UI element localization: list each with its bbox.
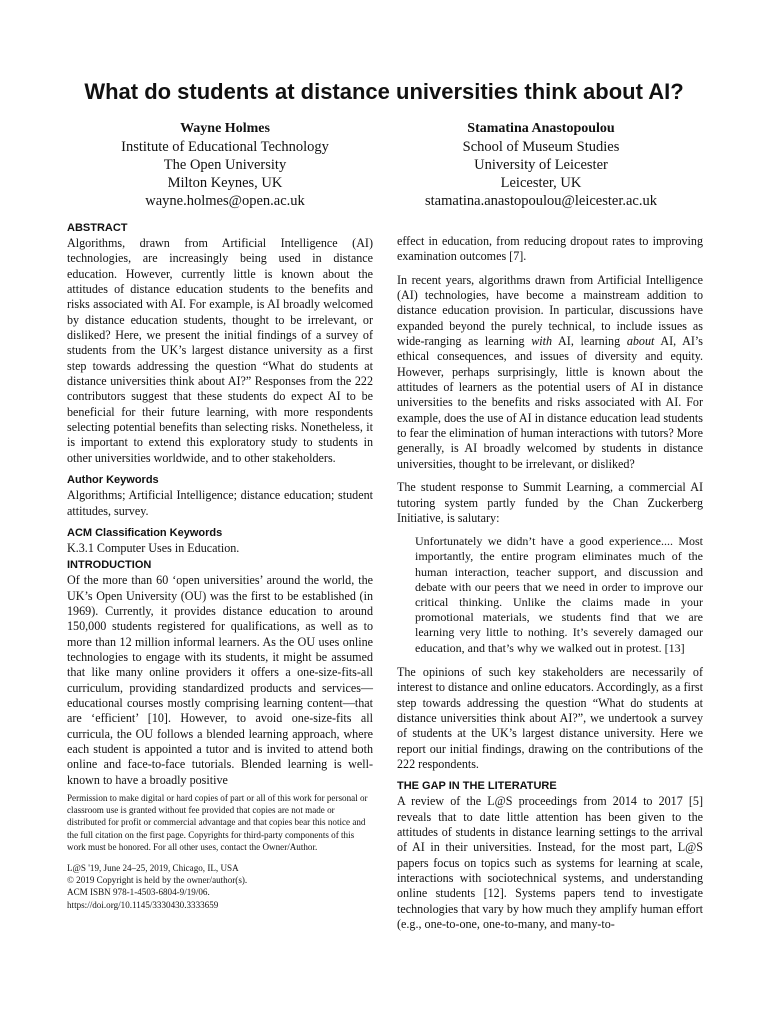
author-keywords-heading: Author Keywords: [67, 474, 159, 487]
opinions-paragraph: The opinions of such key stakeholders are necessarily of interest to distance and online educators. Accordingly, as a first step towards addressing the question “What do students at distance universities think about AI?”, we undertook a survey of students at the UK’s largest distance university. Here we report our initial findings, drawing on the contributions of the 222 respondents.: [397, 664, 703, 771]
author-block-2: [376, 120, 706, 210]
recent-years-text-3: AI, AI’s ethical consequences, and issues of diversity and equity. However, perhaps surprisingly, little is known about the attitudes of learners as the potential users of AI in distance universities to the benefits and risks associated with AI. For example, does the use of AI in distance education lead students to fear the elimination of human interactions with tutors? More generally, is AI broadly welcomed by students in distance universities, thought to be irrelevant, or disliked?: [397, 334, 703, 471]
abstract-heading: ABSTRACT: [67, 222, 128, 234]
left-column: [67, 222, 373, 796]
permission-block: [67, 792, 373, 911]
author-institution: University of Leicester: [474, 157, 608, 173]
author-block-1: [60, 120, 390, 210]
recent-years-paragraph: [397, 273, 703, 472]
doi-link[interactable]: https://doi.org/10.1145/3330430.3333659: [67, 899, 219, 910]
author-location: Milton Keynes, UK: [167, 175, 283, 191]
copyright-line: © 2019 Copyright is held by the owner/author(s).: [67, 875, 248, 886]
recent-years-text-1: In recent years, algorithms drawn from Artificial Intelligence (AI) technologies, have become a mainstream addition to distance education provision. In particular, discussions have expanded beyond the purely technical, to include issues as wide-ranging as learning: [397, 272, 703, 349]
author-affiliation: Institute of Educational Technology: [121, 139, 329, 155]
permission-text: Permission to make digital or hard copies of part or all of this work for personal or classroom use is granted without fee provided that copies are not made or distributed for profit or commercial advantage and that copies bear this notice and the full citation on the first page. Copyrights for third-party components of this work must be honored. For all other uses, contact the Owner/Author.: [67, 793, 368, 852]
author-location: Leicester, UK: [500, 175, 582, 191]
paper-title: What do students at distance universities think about AI?: [84, 79, 684, 104]
recent-years-text-2: AI, learning: [552, 334, 627, 349]
introduction-text: Of the more than 60 ‘open universities’ around the world, the UK’s Open University (OU) was the first to be established (in 1969). Currently, it provides distance education to around 150,000 students registered for qualifications, as well as to more than 12 million informal learners. As the OU uses online technologies to engage with its students, it might be assumed that like many online providers it offers a one-size-fits-all curriculum, providing standardized products and services—educational courses mostly comprising learning content—that are ‘efficient’ [10]. However, to avoid one-size-fits all curricula, the OU follows a blended learning approach, where each student is appointed a tutor and is invited to attend both online and face-to-face tutorials. Blended learning is well-known to have a broadly positive: [67, 573, 373, 787]
intro-continued-text: effect in education, from reducing dropout rates to improving examination outcomes [7].: [397, 234, 703, 264]
conference-name: L@S '19, June 24–25, 2019, Chicago, IL, USA: [67, 863, 239, 874]
acm-keywords-heading: ACM Classification Keywords: [67, 526, 223, 539]
gap-text: A review of the L@S proceedings from 2014 to 2017 [5] reveals that to date little attention has been given to the attitudes of students in distance learning settings to the arrival of AI in their universities. Instead, for the most part, L@S papers focus on topics such as systems for learning at scale, interactions with sociotechnical systems, and understanding online students [12]. Systems papers tend to investigate technologies that vary by how much they amplify human effort (e.g., one-to-one, one-to-many, and many-to-: [397, 794, 703, 931]
isbn-line: ACM ISBN 978-1-4503-6804-9/19/06.: [67, 887, 210, 898]
gap-heading: THE GAP IN THE LITERATURE: [397, 780, 557, 793]
right-column: [397, 234, 703, 940]
abstract-text: Algorithms, drawn from Artificial Intelligence (AI) technologies, are increasingly being used in distance education. However, currently little is known about the attitudes of distance education students to the benefits and risks associated with AI. For example, is AI broadly welcomed by distance education students, thought to be irrelevant, or disliked? Here, we present the initial findings of a survey of students from the UK’s largest distance university as a first step towards addressing the question “What do students at distance universities think about AI?” Responses from the 222 contributors suggest that these students do expect AI to be beneficial for their future learning, with more respondents selecting potential benefits than selecting risks. Nonetheless, it is important to extend this exploratory study to students in other universities worldwide, and to other stakeholders.: [67, 236, 373, 465]
student-quote: Unfortunately we didn’t have a good experience.... Most importantly, the entire program eliminates much of the human interaction, teacher support, and discussion and debate with our peers that we need in order to improve our critical thinking. Unlike the claims made in your promotional materials, we students find that we are learning very little to nothing. It’s severely damaged our education, and that’s why we walked out in protest. [13]: [415, 534, 703, 655]
emphasis-with: with: [531, 334, 553, 349]
author-name: Stamatina Anastopoulou: [467, 121, 615, 136]
summit-paragraph: The student response to Summit Learning, a commercial AI tutoring system partly funded by the Chan Zuckerberg Initiative, is salutary:: [397, 480, 703, 525]
author-email: wayne.holmes@open.ac.uk: [145, 193, 305, 209]
author-name: Wayne Holmes: [180, 121, 270, 136]
author-keywords-text: Algorithms; Artificial Intelligence; distance education; student attitudes, survey.: [67, 488, 373, 518]
author-affiliation: School of Museum Studies: [462, 139, 620, 155]
introduction-heading: INTRODUCTION: [67, 559, 152, 572]
conference-info: [67, 862, 373, 911]
emphasis-about: about: [626, 334, 655, 349]
author-institution: The Open University: [163, 157, 287, 173]
author-email: stamatina.anastopoulou@leicester.ac.uk: [425, 193, 657, 209]
acm-keywords-text: K.3.1 Computer Uses in Education.: [67, 540, 240, 555]
